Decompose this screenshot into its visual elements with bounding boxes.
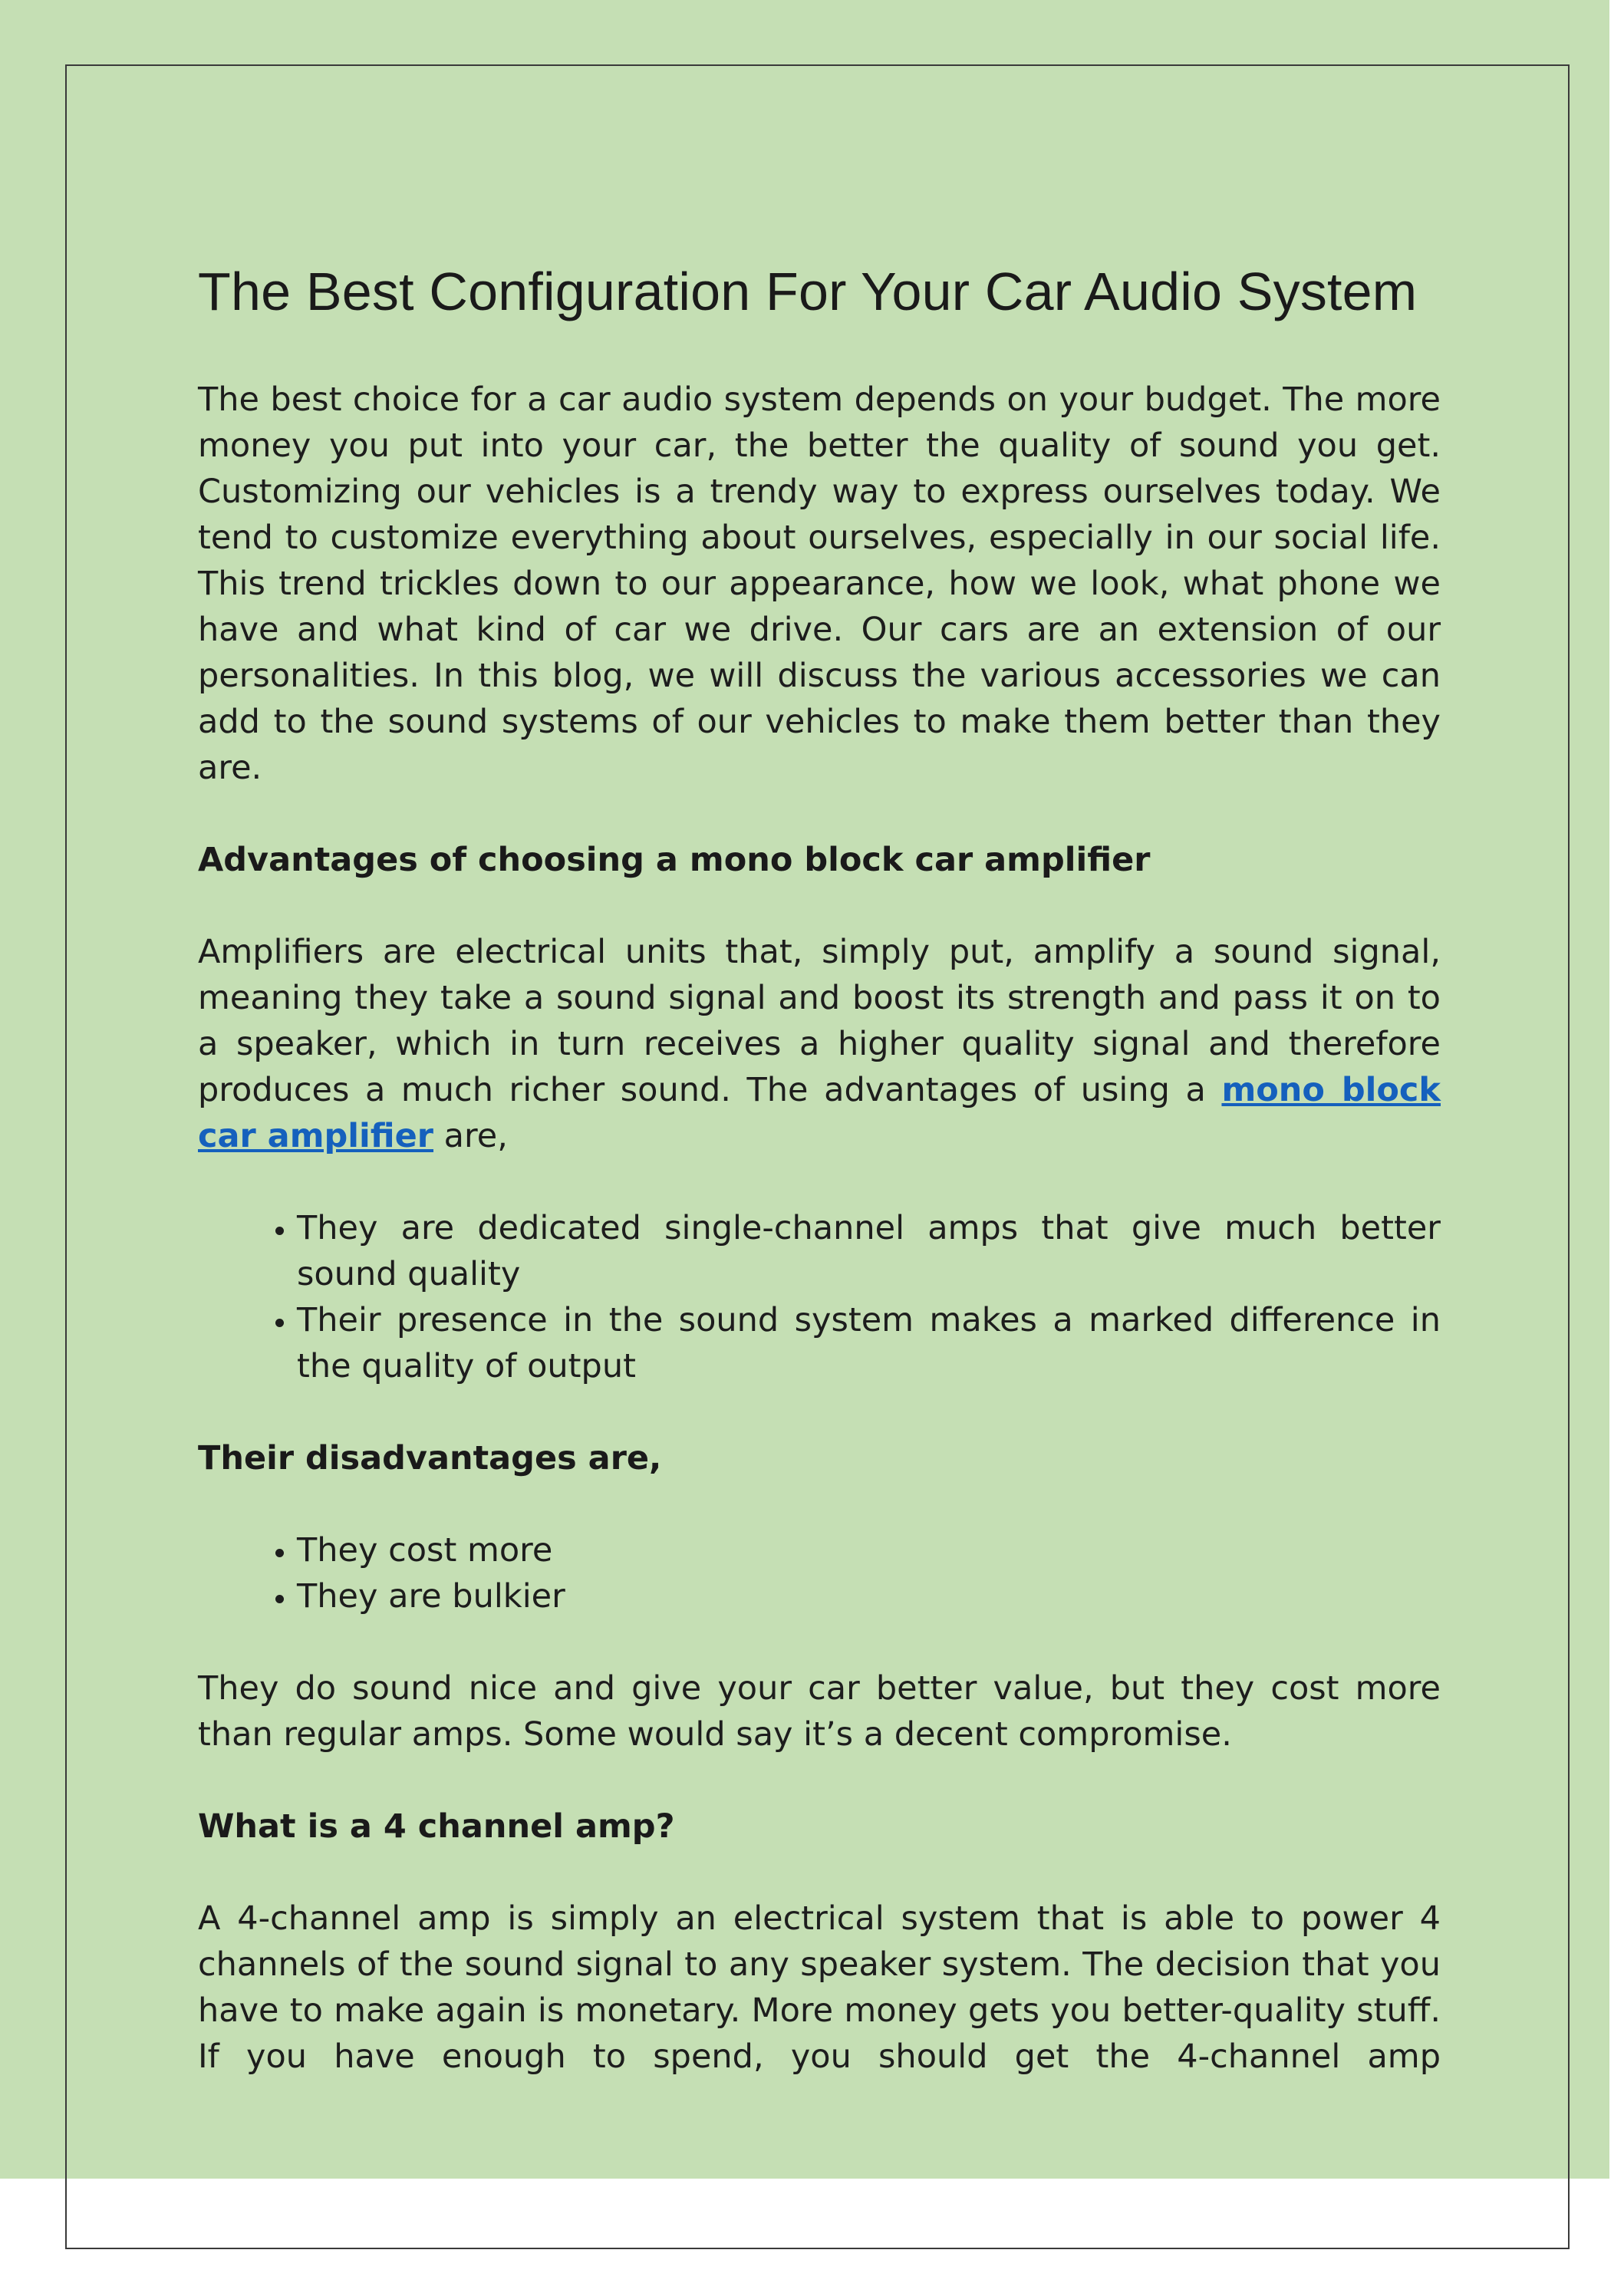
disadvantages-list — [198, 1527, 1441, 1619]
amplifier-paragraph — [198, 929, 1441, 1159]
document-title: The Best Configuration For Your Car Audio System — [198, 262, 1418, 321]
amplifier-paragraph-text: Amplifiers are electrical units that, simply put, amplify a sound signal, meaning they take a sound signal and boost its strength and pass it on to a speaker, which in turn receives a higher quality signal and therefore produces a much richer sound. The advantages of using a — [198, 932, 1441, 1109]
section-heading-4-channel: What is a 4 channel amp? — [198, 1807, 675, 1846]
amplifier-paragraph-tail: are, — [433, 1116, 508, 1155]
section-heading-advantages: Advantages of choosing a mono block car amplifier — [198, 840, 1151, 879]
mono-block-amplifier-link[interactable]: mono block car amplifier — [198, 1070, 1441, 1155]
list-item: • They cost more — [297, 1527, 1441, 1573]
intro-paragraph: The best choice for a car audio system depends on your budget. The more money you put into your car, the better the quality of sound you get. Customizing our vehicles is a trendy way to express ourselves today. We tend to customize everything about ourselves, especially in our social life. This trend trickles down to our appearance, how we look, what phone we have and what kind of car we drive. Our cars are an extension of our personalities. In this blog, we will discuss the various accessories we can add to the sound systems of our vehicles to make them better than they are. — [198, 380, 1441, 787]
document-body — [198, 261, 1441, 2126]
section-heading-disadvantages: Their disadvantages are, — [198, 1438, 662, 1477]
four-channel-paragraph: A 4-channel amp is simply an electrical system that is able to power 4 channels of the sound signal to any speaker system. The decision that you have to make again is monetary. More money gets you better-quality stuff. If you have enough to spend, you should get the 4-channel amp — [198, 1899, 1441, 2076]
list-item: • They are dedicated single-channel amps that give much better sound quality — [297, 1205, 1441, 1297]
list-item: • They are bulkier — [297, 1573, 1441, 1619]
advantages-list — [198, 1205, 1441, 1389]
summary-paragraph: They do sound nice and give your car better value, but they cost more than regular amps. Some would say it’s a decent compromise. — [198, 1668, 1441, 1754]
list-item: • Their presence in the sound system makes a marked difference in the quality of output — [297, 1297, 1441, 1389]
